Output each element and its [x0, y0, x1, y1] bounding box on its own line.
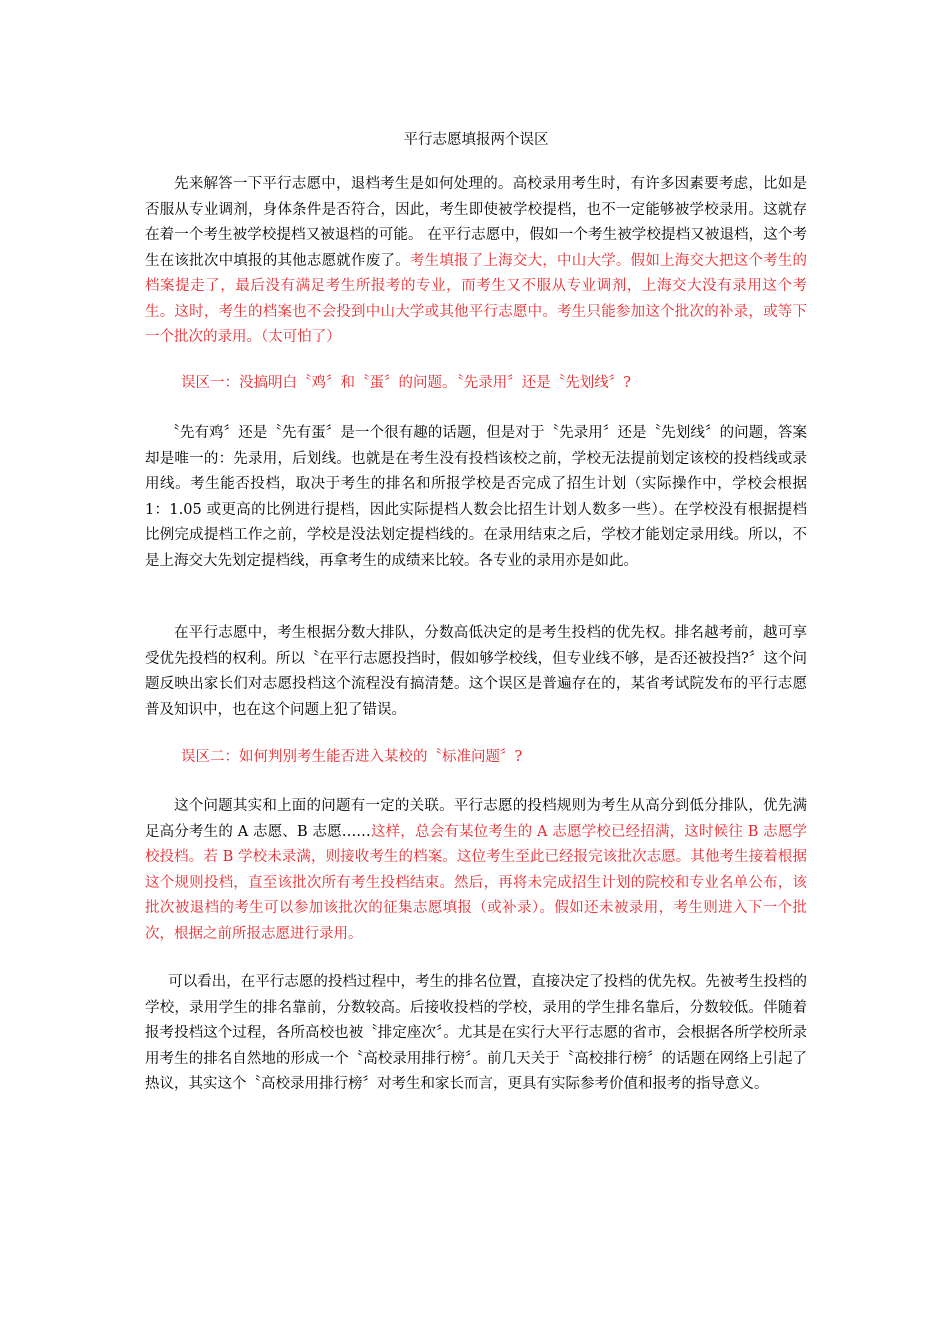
paragraph-mistake-one: 〝先有鸡〞还是〝先有蛋〞是一个很有趣的话题，但是对于〝先录用〞还是〝先划线〞的问题，答案却是唯一的：先录用，后划线。也就是在考生没有投档该校之前，学校无法提前划定该校的投档线或录用线。考生能否投档，取决于考生的排名和所报学校是否完成了招生计划（实际操作中，学校会根据 1：1.05 或更高的比例进行提档，因此实际提档人数会比招生计划人数多一些）。在学校没有根据提档比例完成提档工作之前，学校是没法划定提档线的。在录用结束之后，学校才能划定录用线。所以，不是上海交大先划定提档线，再拿考生的成绩来比较。各专业的录用亦是如此。 — [145, 425, 807, 569]
paragraph-conclusion: 可以看出，在平行志愿的投档过程中，考生的排名位置，直接决定了投档的优先权。先被考生投档的学校，录用学生的排名靠前，分数较高。后接收投档的学校，录用的学生排名靠后，分数较低。伴随着报考投档这个过程，各所高校也被〝排定座次〞。尤其是在实行大平行志愿的省市，会根据各所学校所录用考生的排名自然地的形成一个〝高校录用排行榜〞。前几天关于〝高校排行榜〞的话题在网络上引起了热议，其实这个〝高校录用排行榜〞对考生和家长而言，更具有实际参考价值和报考的指导意义。 — [145, 974, 807, 1092]
intro-text: 先来解答一下平行志愿中，退档考生是如何处理的。高校录用考生时，有许多因素要考虑，比如是否服从专业调剂，身体条件是否符合，因此，考生即使被学校提档，也不一定能够被学校录用。这就存在着一个考生被学校提档又被退档的可能。 在平行志愿中，假如一个考生被学校提档又被退档，这个考生在该批次中填报的其他志愿就作废了。 — [145, 176, 807, 269]
mistake-two-highlight: 这样，总会有某位考生的 A 志愿学校已经招满，这时候往 B 志愿学校投档。若 B 学校未录满，则接收考生的档案。这位考生至此已经报完该批次志愿。其他考生接着根据这个规则投档，直至该批次所有考生投档结束。然后，再将未完成招生计划的院校和专业名单公布，该批次被退档的考生可以参加该批次的征集志愿填报（或补录）。假如还未被录用，考生则进入下一个批次，根据之前所报志愿进行录用。 — [145, 823, 807, 942]
mistake-two-text: 这个问题其实和上面的问题有一定的关联。平行志愿的投档规则为考生从高分到低分排队，优先满足高分考生的 A 志愿、B 志愿…… — [145, 798, 807, 840]
document-title: 平行志愿填报两个误区 — [403, 132, 549, 148]
paragraph-mistake-two — [145, 794, 807, 947]
intro-highlight: 考生填报了上海交大，中山大学。假如上海交大把这个考生的档案提走了，最后没有满足考生所报考的专业，而考生又不服从专业调剂，上海交大没有录用这个考生。这时，考生的档案也不会投到中山大学或其他平行志愿中。考生只能参加这个批次的补录，或等下一个批次的录用。（太可怕了） — [145, 252, 808, 345]
intro-paragraph — [145, 172, 807, 351]
heading-mistake-one: 误区一：没搞明白〝鸡〞和〝蛋〞的问题。〝先录用〞还是〝先划线〞? — [181, 375, 632, 391]
heading-mistake-two: 误区二：如何判别考生能否进入某校的〝标准问题〞? — [181, 749, 523, 765]
paragraph-priority: 在平行志愿中，考生根据分数大排队，分数高低决定的是考生投档的优先权。排名越考前，越可享受优先投档的权利。所以〝在平行志愿投挡时，假如够学校线，但专业线不够，是否还被投挡?〞这个问题反映出家长们对志愿投档这个流程没有搞清楚。这个误区是普遍存在的，某省考试院发布的平行志愿普及知识中，也在这个问题上犯了错误。 — [145, 625, 807, 718]
